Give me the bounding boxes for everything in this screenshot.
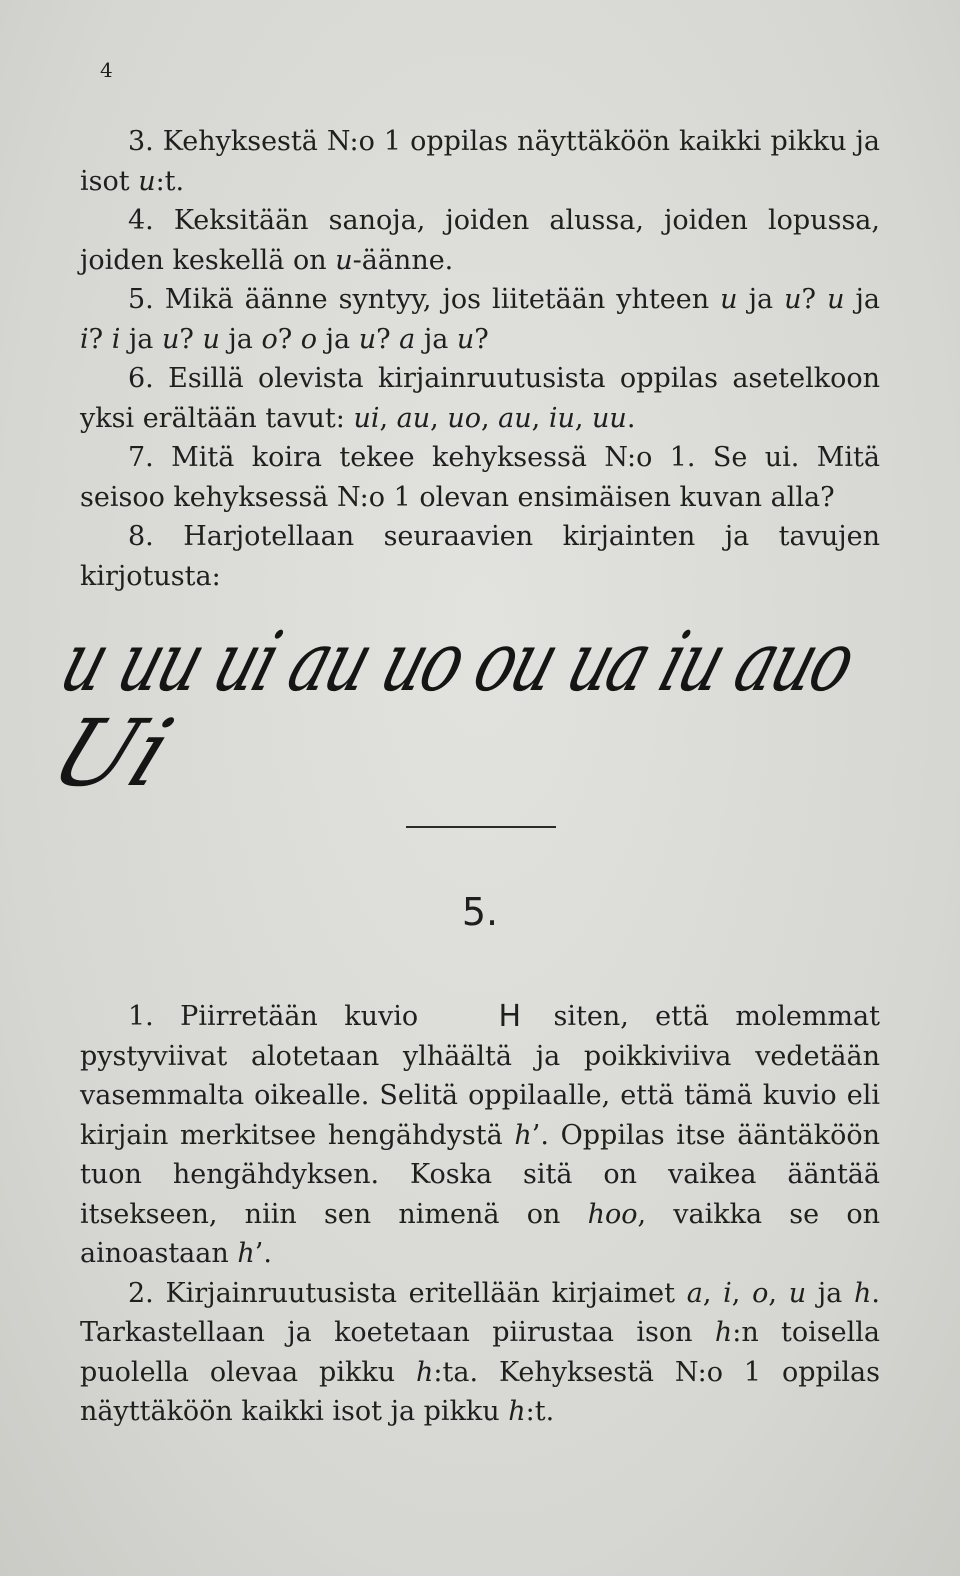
italic-letter: o [752, 1277, 769, 1309]
text-run: 2. Kirjainruutusista eritellään kirjaimet [128, 1277, 687, 1309]
text-run: 4. Keksitään sanoja, joiden alussa, joiden lopussa, joiden keskellä on [80, 205, 880, 276]
exercise-paragraph [80, 201, 880, 280]
italic-letter: u [161, 323, 180, 355]
text-run: , [430, 402, 448, 434]
text-run: ja [120, 323, 162, 355]
text-run: :n toisella puolella olevaa pikku [80, 1317, 880, 1388]
text-run: ? [376, 323, 400, 355]
exercise-paragraph [80, 280, 880, 359]
italic-letter: h [854, 1277, 872, 1309]
exercise-paragraph [80, 359, 880, 438]
italic-letter: u [784, 284, 802, 315]
italic-letter: i [111, 323, 121, 355]
section-divider [406, 826, 556, 828]
italic-letter: uo [447, 402, 481, 434]
text-run: , [702, 1277, 724, 1309]
italic-letter: u [202, 323, 220, 355]
text-run: ja [806, 1277, 854, 1309]
text-run: , [379, 402, 397, 434]
text-run: ja [737, 284, 785, 315]
text-run: , [768, 1277, 789, 1309]
handwriting-sample-capital [37, 700, 880, 807]
text-run: 3. Kehyksestä N:o 1 oppilas näyttäköön kaikki pikku ja isot [80, 126, 880, 197]
italic-letter: u [720, 284, 738, 315]
italic-letter: u [788, 1277, 807, 1309]
page-number: 4 [100, 58, 113, 82]
exercise-paragraph [80, 1274, 880, 1432]
italic-letter: u [335, 244, 353, 276]
italic-letter: i [80, 323, 89, 355]
text-run: :t. [525, 1396, 555, 1427]
text-run: -äänne. [352, 244, 454, 276]
text-run: 1. Piirretään kuvio [128, 1001, 445, 1032]
text-run: , [731, 1277, 753, 1309]
italic-letter: u [827, 284, 845, 315]
italic-letter: a [686, 1277, 703, 1309]
text-run: ja [844, 284, 880, 315]
text-run: ja [317, 323, 359, 355]
italic-letter: iu [548, 402, 575, 434]
text-run: :ta. Kehyksestä N:o 1 oppilas näyttäköön kaikki isot ja pikku [80, 1356, 880, 1427]
text-run: , vaikka se on ainoastaan [80, 1198, 880, 1269]
text-run: ’. [254, 1238, 272, 1269]
handwriting-text: u uu ui au uo ou ua iu auo [50, 615, 865, 710]
text-run: :t. [155, 165, 185, 197]
italic-letter: u [138, 165, 156, 197]
text-run: , [574, 402, 593, 434]
text-run: 5. Mikä äänne syntyy, jos liitetään yhteen [128, 284, 721, 315]
italic-letter: o [300, 323, 318, 355]
text-run: ja [415, 323, 457, 355]
italic-letter: o [261, 323, 278, 355]
italic-letter: u [358, 323, 377, 355]
italic-letter: au [498, 402, 532, 434]
italic-letter: a [399, 323, 416, 355]
handwriting-sample-syllables [50, 615, 865, 710]
handwriting-text: Ui [36, 700, 187, 807]
italic-letter: uu [592, 402, 627, 434]
exercise-list-lower [80, 997, 880, 1432]
text-run: . [626, 402, 636, 434]
italic-letter: ui [353, 402, 380, 434]
italic-letter: i [723, 1277, 732, 1309]
exercise-paragraph [80, 122, 880, 201]
text-run: , [531, 402, 549, 434]
exercise-list-upper [80, 122, 880, 596]
text-run: 7. Mitä koira tekee kehyksessä N:o 1. Se ui. Mitä seisoo kehyksessä N:o 1 olevan ensimäisen kuvan alla? [80, 442, 880, 513]
text-run: ? [179, 323, 203, 355]
italic-letter: au [396, 402, 431, 434]
italic-letter: u [456, 323, 475, 355]
text-run: ja [219, 323, 262, 355]
text-run: ’. Oppilas itse ääntäköön tuon hengähdyksen. Koska sitä on vaikea ääntää itsekseen, niin sen nimenä on [80, 1119, 880, 1230]
text-run: . Tarkastellaan ja koetetaan piirustaa ison [80, 1277, 880, 1348]
h-figure: H [498, 999, 522, 1034]
text-run: ? [277, 323, 301, 355]
text-run: ? [801, 284, 828, 315]
italic-letter: h [416, 1356, 434, 1388]
text-run: , [480, 402, 499, 434]
text-run: 8. Harjotellaan seuraavien kirjainten ja tavujen kirjotusta: [80, 521, 880, 592]
italic-letter: h [508, 1396, 526, 1427]
italic-letter: h [237, 1238, 255, 1269]
text-run: ? [88, 323, 112, 355]
exercise-paragraph [80, 517, 880, 596]
italic-letter: hoo [587, 1198, 638, 1230]
exercise-paragraph [80, 438, 880, 517]
exercise-paragraph [80, 997, 880, 1274]
italic-letter: h [714, 1317, 733, 1348]
text-run: siten, että molemmat pystyviivat alotetaan ylhäältä ja poikkiviiva vedetään vasemmalta oikealle. Selitä oppilaalle, että tämä kuvio eli kirjain merkitsee hengähdystä [80, 1001, 880, 1151]
italic-letter: h [514, 1119, 532, 1151]
section-number: 5. [461, 890, 499, 934]
text-run: 6. Esillä olevista kirjainruutusista oppilas asetelkoon yksi erältään tavut: [80, 363, 880, 434]
text-run: ? [474, 323, 489, 355]
